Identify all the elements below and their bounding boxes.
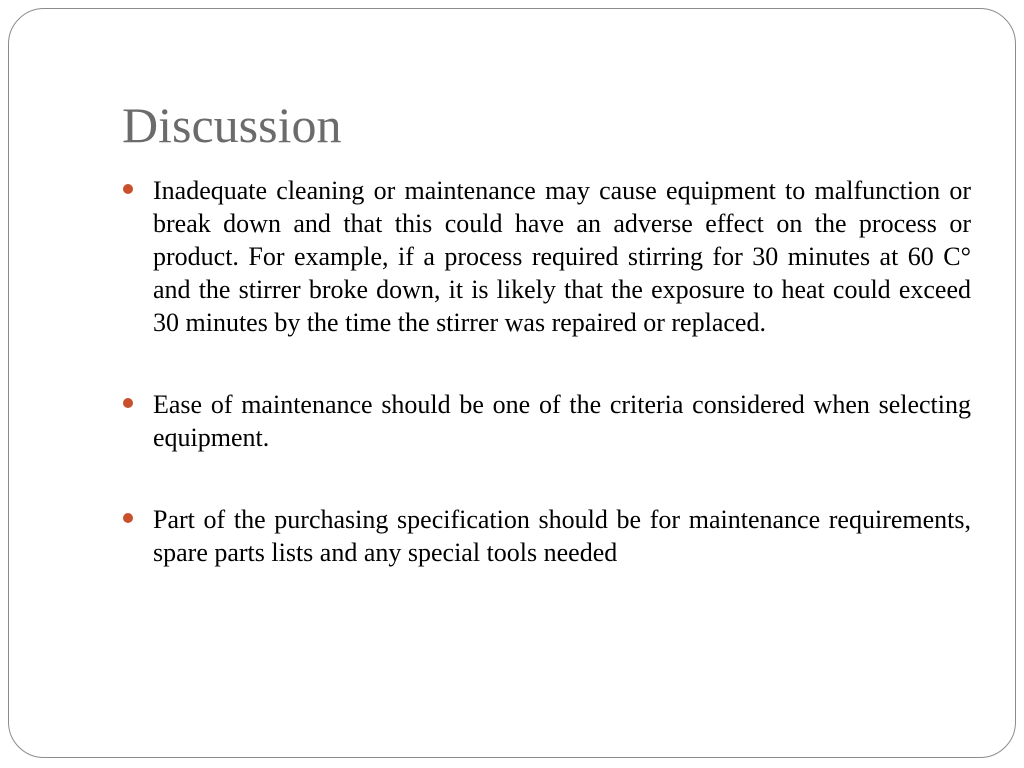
bullet-item — [153, 174, 971, 339]
bullet-text: Inadequate cleaning or maintenance may cause equipment to malfunction or break down and that this could have an adverse effect on the process or product. For example, if a process required stirring for 30 minutes at 60 C° and the stirrer broke down, it is likely that the exposure to heat could exceed 30 minutes by the time the stirrer was repaired or replaced. — [153, 176, 971, 337]
bullet-item — [153, 503, 971, 569]
bullet-text: Part of the purchasing specification should be for maintenance requirements, spare parts lists and any special tools needed — [153, 505, 971, 567]
bullet-dot-icon — [123, 184, 133, 194]
bullet-item — [153, 388, 971, 454]
slide-title: Discussion — [122, 97, 342, 153]
bullet-dot-icon — [123, 513, 133, 523]
bullet-dot-icon — [123, 398, 133, 408]
slide-frame — [8, 8, 1016, 758]
bullet-text: Ease of maintenance should be one of the criteria considered when selecting equipment. — [153, 390, 971, 452]
bullet-list — [153, 174, 971, 569]
